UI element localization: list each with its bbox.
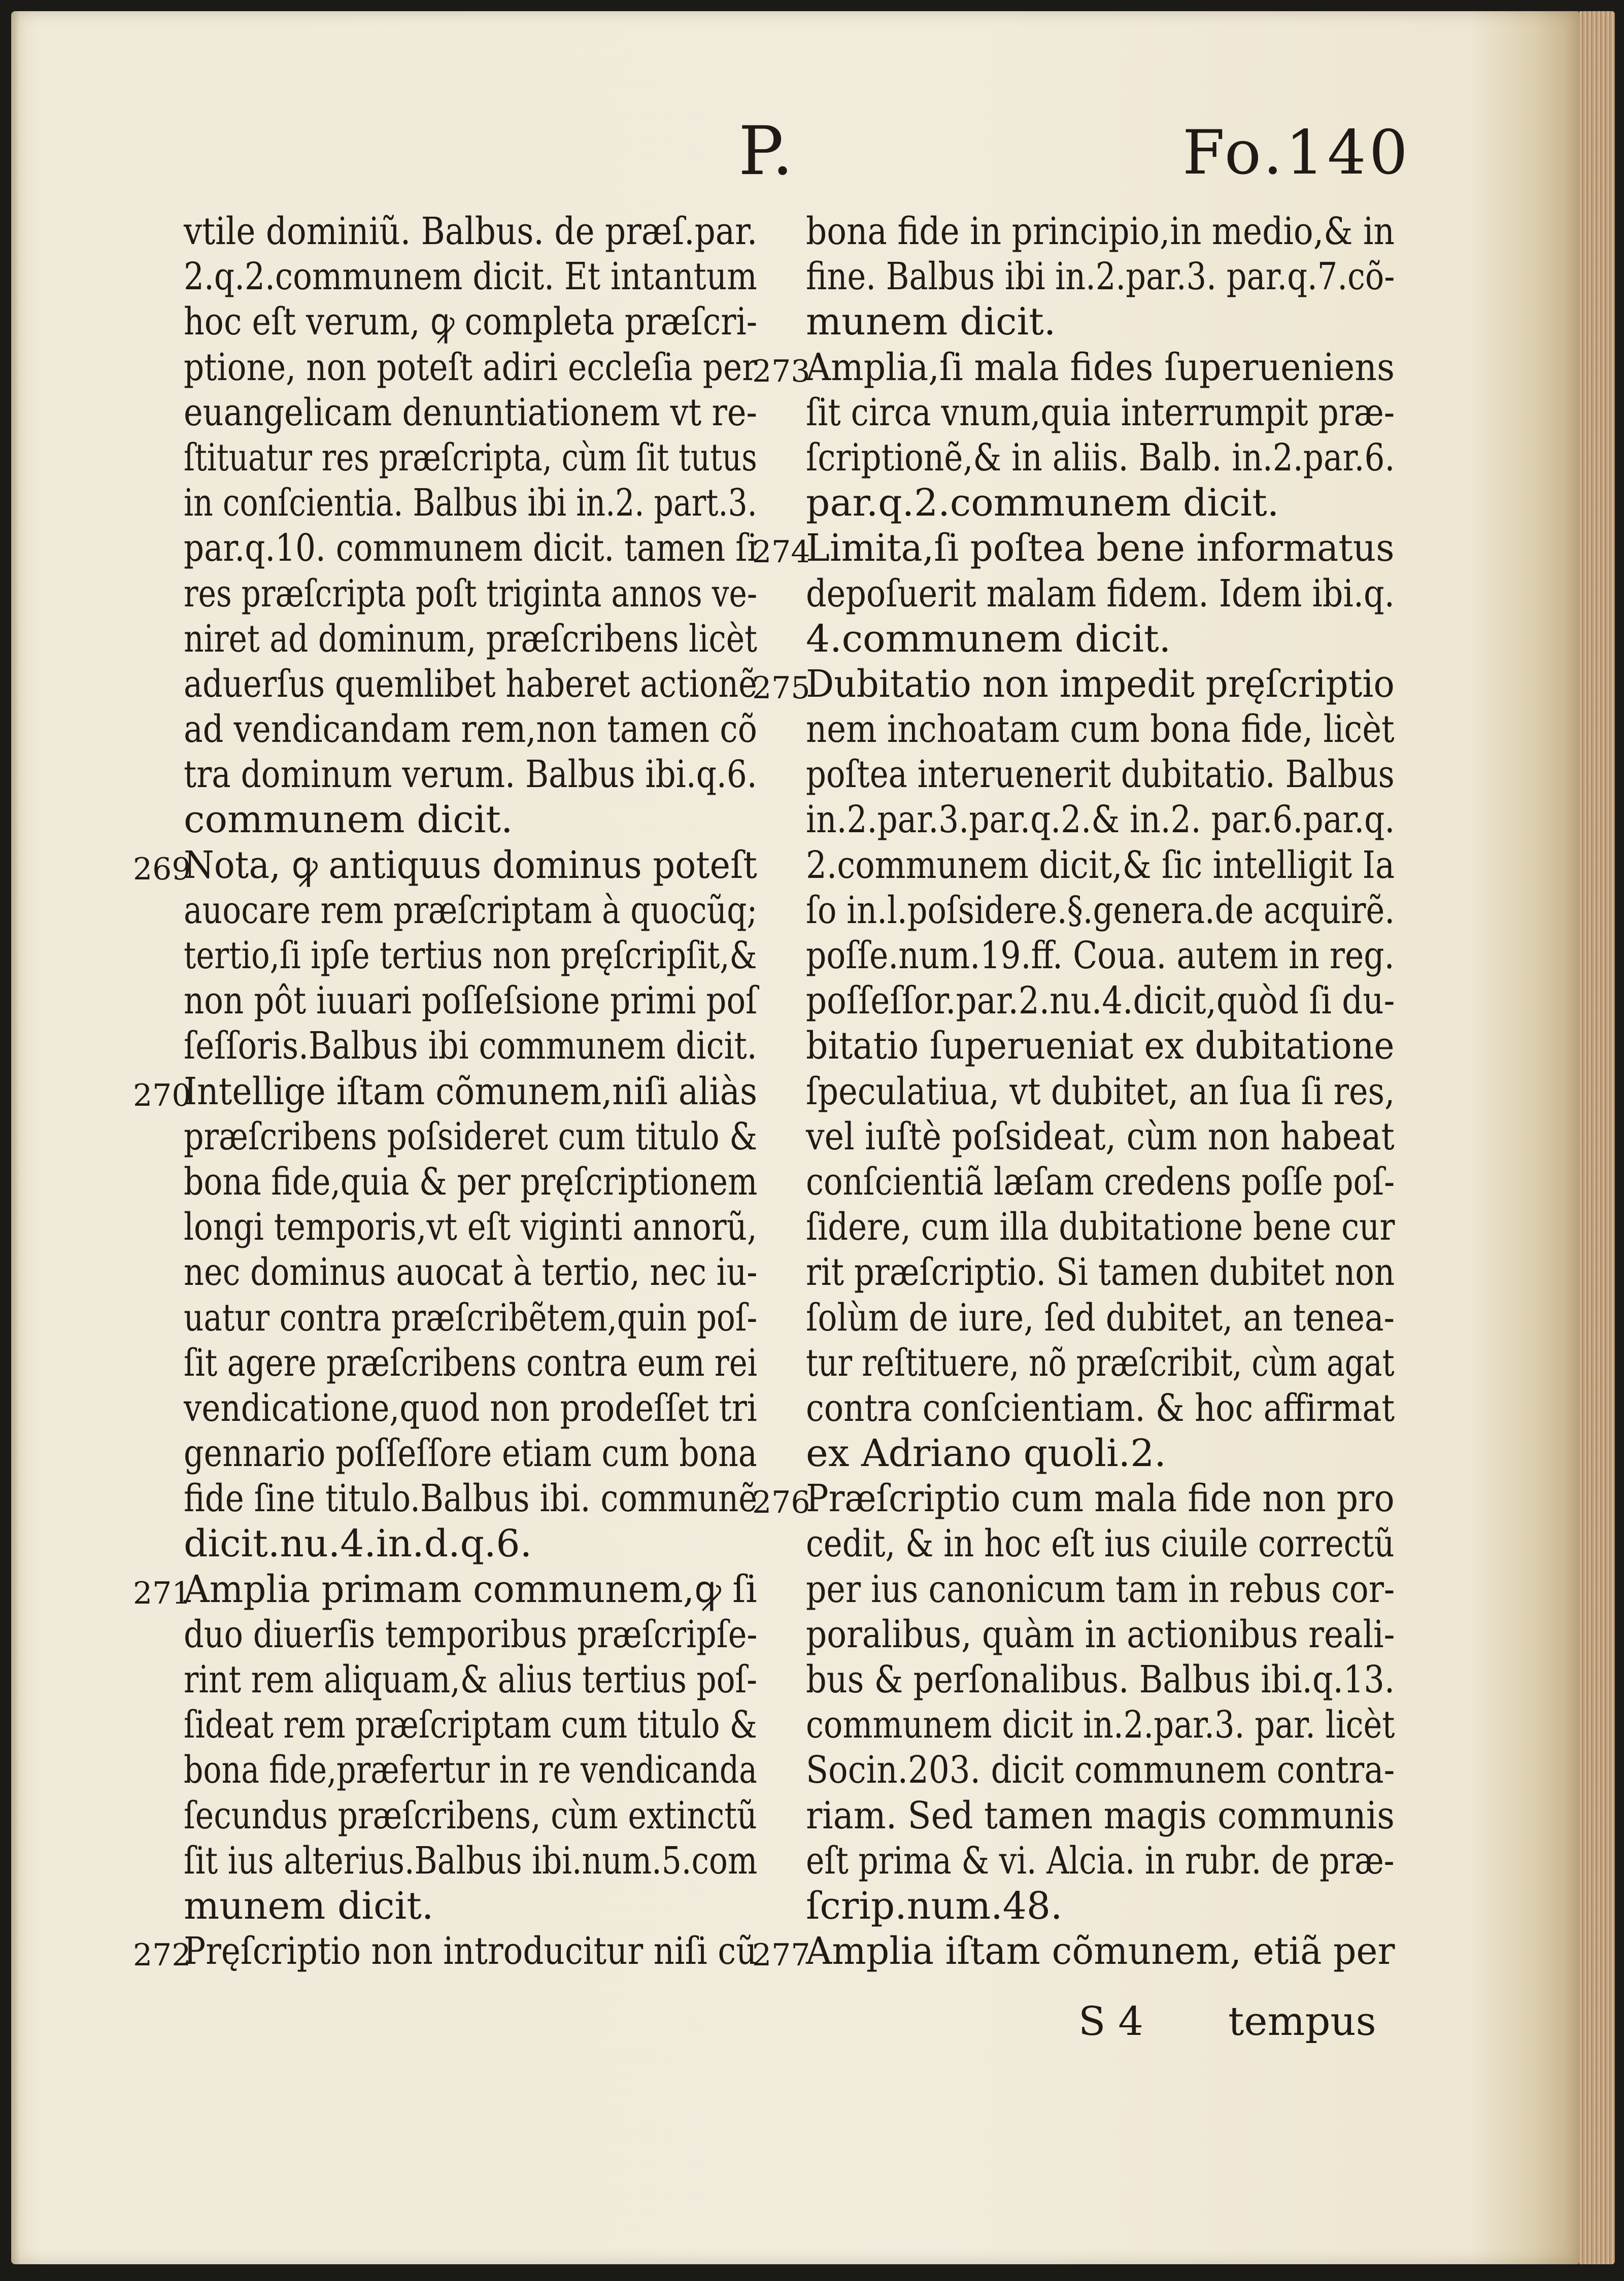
text-line (752, 752, 1407, 797)
text-line (752, 1341, 1407, 1386)
text-line (752, 571, 1407, 617)
text-line (752, 390, 1407, 435)
text-line (752, 933, 1407, 978)
text-line (133, 571, 757, 617)
catchword: tempus (1228, 1999, 1376, 2045)
line-text: poſtea interuenerit dubitatio. Balbus (806, 753, 1395, 797)
text-line (752, 1114, 1407, 1160)
line-text: ſtituatur res præſcripta, cùm ſit tutus (184, 435, 757, 480)
text-line (752, 481, 1407, 526)
line-text: ad vendicandam rem,non tamen cõ (184, 707, 757, 752)
right-text-column (752, 209, 1407, 1974)
line-text: ſit ius alterius.Balbus ibi.num.5.com (184, 1839, 758, 1883)
line-text: vendicatione,quod non prodeſſet tri (184, 1386, 757, 1430)
text-line (133, 978, 757, 1024)
line-text: poſſe.num.19.ff. Coua. autem in reg. (806, 934, 1395, 977)
line-text: ſit circa vnum,quia interrumpit præ- (806, 390, 1395, 434)
text-line (752, 617, 1407, 662)
text-line (133, 1386, 757, 1431)
line-text: Dubitatio non impedit pręſcriptio (806, 662, 1395, 706)
text-line (752, 1748, 1407, 1793)
paragraph-number: 270 (133, 1077, 191, 1113)
text-line (133, 1884, 757, 1929)
left-text-column (133, 209, 757, 1974)
line-text: poralibus, quàm in actionibus reali- (806, 1612, 1395, 1656)
text-line (133, 526, 757, 571)
paragraph-number: 272 (133, 1937, 191, 1973)
line-text: conſcientiã læſam credens poſſe poſ- (806, 1160, 1395, 1204)
line-text: duo diuerſis temporibus præſcripſe- (184, 1612, 758, 1656)
text-line (752, 1703, 1407, 1748)
line-text: ſcriptionẽ,& in aliis. Balb. in.2.par.6. (806, 435, 1395, 480)
page-fore-edge (1579, 11, 1615, 2264)
line-text: poſſeſſor.par.2.nu.4.dicit,quòd ſi du- (806, 979, 1395, 1023)
line-text: in conſcientia. Balbus ibi in.2. part.3. (184, 481, 757, 525)
line-text: depoſuerit malam fidem. Idem ibi.q. (806, 571, 1395, 616)
line-text: vel iuſtè poſsideat, cùm non habeat (806, 1114, 1395, 1159)
line-text: fine. Balbus ibi in.2.par.3. par.q.7.cõ- (806, 255, 1395, 299)
paragraph-number: 273 (752, 353, 810, 389)
paragraph-number: 274 (752, 534, 810, 570)
text-line (752, 1069, 1407, 1114)
line-text: non pôt iuuari poſſeſsione primi poſ (184, 979, 758, 1023)
text-line (133, 1024, 757, 1069)
text-line (133, 933, 757, 978)
line-text: bitatio ſuperueniat ex dubitatione (806, 1024, 1395, 1068)
text-line (752, 1431, 1407, 1476)
line-text: nem inchoatam cum bona fide, licèt (806, 707, 1395, 752)
line-text: dicit.nu.4.in.d.q.6. (184, 1522, 532, 1566)
text-line (133, 843, 757, 888)
text-line (133, 1748, 757, 1793)
text-line (133, 707, 757, 752)
text-line (133, 299, 757, 345)
line-text: ſolùm de iure, ſed dubitet, an tenea- (806, 1296, 1395, 1340)
text-line (133, 1114, 757, 1160)
line-text: uatur contra præſcribẽtem,quin poſ- (184, 1296, 758, 1340)
line-text: fide ſine titulo.Balbus ibi. communẽ (184, 1477, 758, 1521)
text-line (133, 435, 757, 481)
line-text: Amplia,ſi mala fides ſuperueniens (806, 345, 1395, 389)
text-line (752, 888, 1407, 933)
text-line (752, 1250, 1407, 1295)
text-line (752, 707, 1407, 752)
line-text: tur reſtituere, nõ præſcribit, cùm agat (806, 1341, 1395, 1385)
text-line (133, 209, 757, 254)
text-line (133, 617, 757, 662)
text-line (752, 662, 1407, 707)
line-text: ex Adriano quoli.2. (806, 1432, 1166, 1476)
text-line (752, 1205, 1407, 1250)
line-text: par.q.10. communem dicit. tamen ſi (184, 526, 758, 570)
signature-mark: S 4 (1078, 1999, 1143, 2045)
line-text: bona fide,præfertur in re vendicanda (184, 1748, 757, 1792)
paragraph-number: 271 (133, 1575, 191, 1611)
line-text: niret ad dominum, præſcribens licèt (184, 617, 757, 661)
line-text: tertio,ſi ipſe tertius non pręſcripſit,& (184, 934, 757, 977)
line-text: hoc eſt verum, ꝙ completa præſcri- (184, 300, 758, 344)
line-text: vtile dominiũ. Balbus. de præſ.par. (184, 210, 758, 253)
text-line (133, 1521, 757, 1567)
text-line (752, 1929, 1407, 1974)
line-text: ſecundus præſcribens, cùm extinctũ (184, 1793, 757, 1837)
text-line (133, 1069, 757, 1114)
line-text: res præſcripta poſt triginta annos ve- (184, 571, 758, 616)
line-text: longi temporis,vt eſt viginti annorũ, (184, 1205, 757, 1249)
line-text: communem dicit. (184, 798, 513, 842)
paragraph-number: 277 (752, 1937, 810, 1973)
text-line (133, 1567, 757, 1612)
text-line (752, 1839, 1407, 1884)
line-text: Socin.203. dicit communem contra- (806, 1748, 1395, 1792)
line-text: per ius canonicum tam in rebus cor- (806, 1567, 1395, 1611)
text-line (133, 390, 757, 435)
text-line (133, 345, 757, 390)
text-line (133, 1929, 757, 1974)
text-line (752, 1884, 1407, 1929)
text-line (752, 1024, 1407, 1069)
line-text: cedit, & in hoc eſt ius ciuile correctũ (806, 1522, 1395, 1566)
line-text: riam. Sed tamen magis communis (806, 1793, 1395, 1837)
line-text: Præſcriptio cum mala fide non pro (806, 1477, 1395, 1521)
line-text: nec dominus auocat à tertio, nec iu- (184, 1250, 758, 1295)
paragraph-number: 269 (133, 851, 191, 887)
line-text: Amplia primam communem,ꝙ ſi (184, 1567, 757, 1611)
text-line (752, 1567, 1407, 1612)
text-line (752, 1296, 1407, 1341)
line-text: præſcribens poſsideret cum titulo & (184, 1114, 758, 1159)
folio-number: Fo.140 (1182, 118, 1411, 188)
text-line (752, 1793, 1407, 1839)
line-text: Nota, ꝙ antiquus dominus poteſt (184, 843, 757, 887)
paragraph-number: 276 (752, 1485, 810, 1521)
line-text: ſideat rem præſcriptam cum titulo & (184, 1703, 757, 1747)
line-text: tra dominum verum. Balbus ibi.q.6. (184, 753, 757, 797)
line-text: rit præſcriptio. Si tamen dubitet non (806, 1250, 1395, 1295)
text-line (752, 254, 1407, 299)
text-line (133, 1341, 757, 1386)
line-text: ſcrip.num.48. (806, 1884, 1063, 1928)
text-line (752, 1386, 1407, 1431)
text-line (133, 1793, 757, 1839)
line-text: munem dicit. (184, 1884, 434, 1928)
line-text: Amplia iſtam cõmunem, etiã per (806, 1929, 1395, 1973)
line-text: communem dicit in.2.par.3. par. licèt (806, 1703, 1395, 1747)
paragraph-number: 275 (752, 670, 810, 706)
text-line (133, 1205, 757, 1250)
line-text: 2.communem dicit,& ſic intelligit Ia (806, 843, 1395, 887)
line-text: contra conſcientiam. & hoc affirmat (806, 1386, 1395, 1430)
text-line (752, 209, 1407, 254)
text-line (133, 662, 757, 707)
line-text: 4.communem dicit. (806, 617, 1171, 661)
text-line (752, 1657, 1407, 1703)
line-text: bona fide,quia & per pręſcriptionem (184, 1160, 758, 1204)
line-text: rint rem aliquam,& alius tertius poſ- (184, 1658, 757, 1701)
line-text: ſpeculatiua, vt dubitet, an ſua ſi res, (806, 1069, 1395, 1113)
text-line (752, 1521, 1407, 1567)
line-text: gennario poſſeſſore etiam cum bona (184, 1432, 757, 1476)
text-line (752, 1476, 1407, 1521)
line-text: ſeſſoris.Balbus ibi communem dicit. (184, 1024, 757, 1068)
line-text: Pręſcriptio non introducitur niſi cũ (184, 1929, 757, 1973)
line-text: aduerſus quemlibet haberet actionẽ (184, 662, 757, 706)
line-text: in.2.par.3.par.q.2.& in.2. par.6.par.q. (806, 798, 1395, 842)
line-text: bona fide in principio,in medio,& in (806, 210, 1395, 253)
text-line (133, 254, 757, 299)
text-line (133, 1476, 757, 1521)
text-line (133, 752, 757, 797)
text-line (133, 1703, 757, 1748)
text-line (133, 1431, 757, 1476)
line-text: Intellige iſtam cõmunem,niſi aliàs (184, 1069, 758, 1113)
line-text: Limita,ſi poſtea bene informatus (806, 526, 1395, 570)
line-text: ptione, non poteſt adiri eccleſia per (184, 345, 758, 389)
text-line (752, 1160, 1407, 1205)
text-line (133, 1296, 757, 1341)
text-line (133, 1657, 757, 1703)
text-line (752, 797, 1407, 842)
text-line (133, 1250, 757, 1295)
line-text: auocare rem præſcriptam à quocũq; (184, 888, 758, 932)
text-line (752, 299, 1407, 345)
text-line (752, 435, 1407, 481)
text-line (133, 1612, 757, 1657)
line-text: ſit agere præſcribens contra eum rei (184, 1341, 758, 1385)
text-line (133, 797, 757, 842)
text-line (752, 843, 1407, 888)
text-line (752, 345, 1407, 390)
text-line (752, 1612, 1407, 1657)
text-line (133, 888, 757, 933)
text-line (752, 978, 1407, 1024)
line-text: 2.q.2.communem dicit. Et intantum (184, 255, 757, 299)
line-text: ſo in.l.poſsidere.§.genera.de acquirẽ. (806, 888, 1395, 932)
line-text: euangelicam denuntiationem vt re- (184, 390, 757, 434)
text-line (133, 481, 757, 526)
line-text: munem dicit. (806, 300, 1056, 344)
text-line (133, 1160, 757, 1205)
line-text: eſt prima & vi. Alcia. in rubr. de præ- (806, 1839, 1395, 1883)
gathering-letter: P. (738, 112, 796, 190)
line-text: ſidere, cum illa dubitatione bene cur (806, 1205, 1395, 1249)
line-text: bus & perſonalibus. Balbus ibi.q.13. (806, 1658, 1395, 1701)
line-text: par.q.2.communem dicit. (806, 481, 1279, 525)
text-line (752, 526, 1407, 571)
text-line (133, 1839, 757, 1884)
